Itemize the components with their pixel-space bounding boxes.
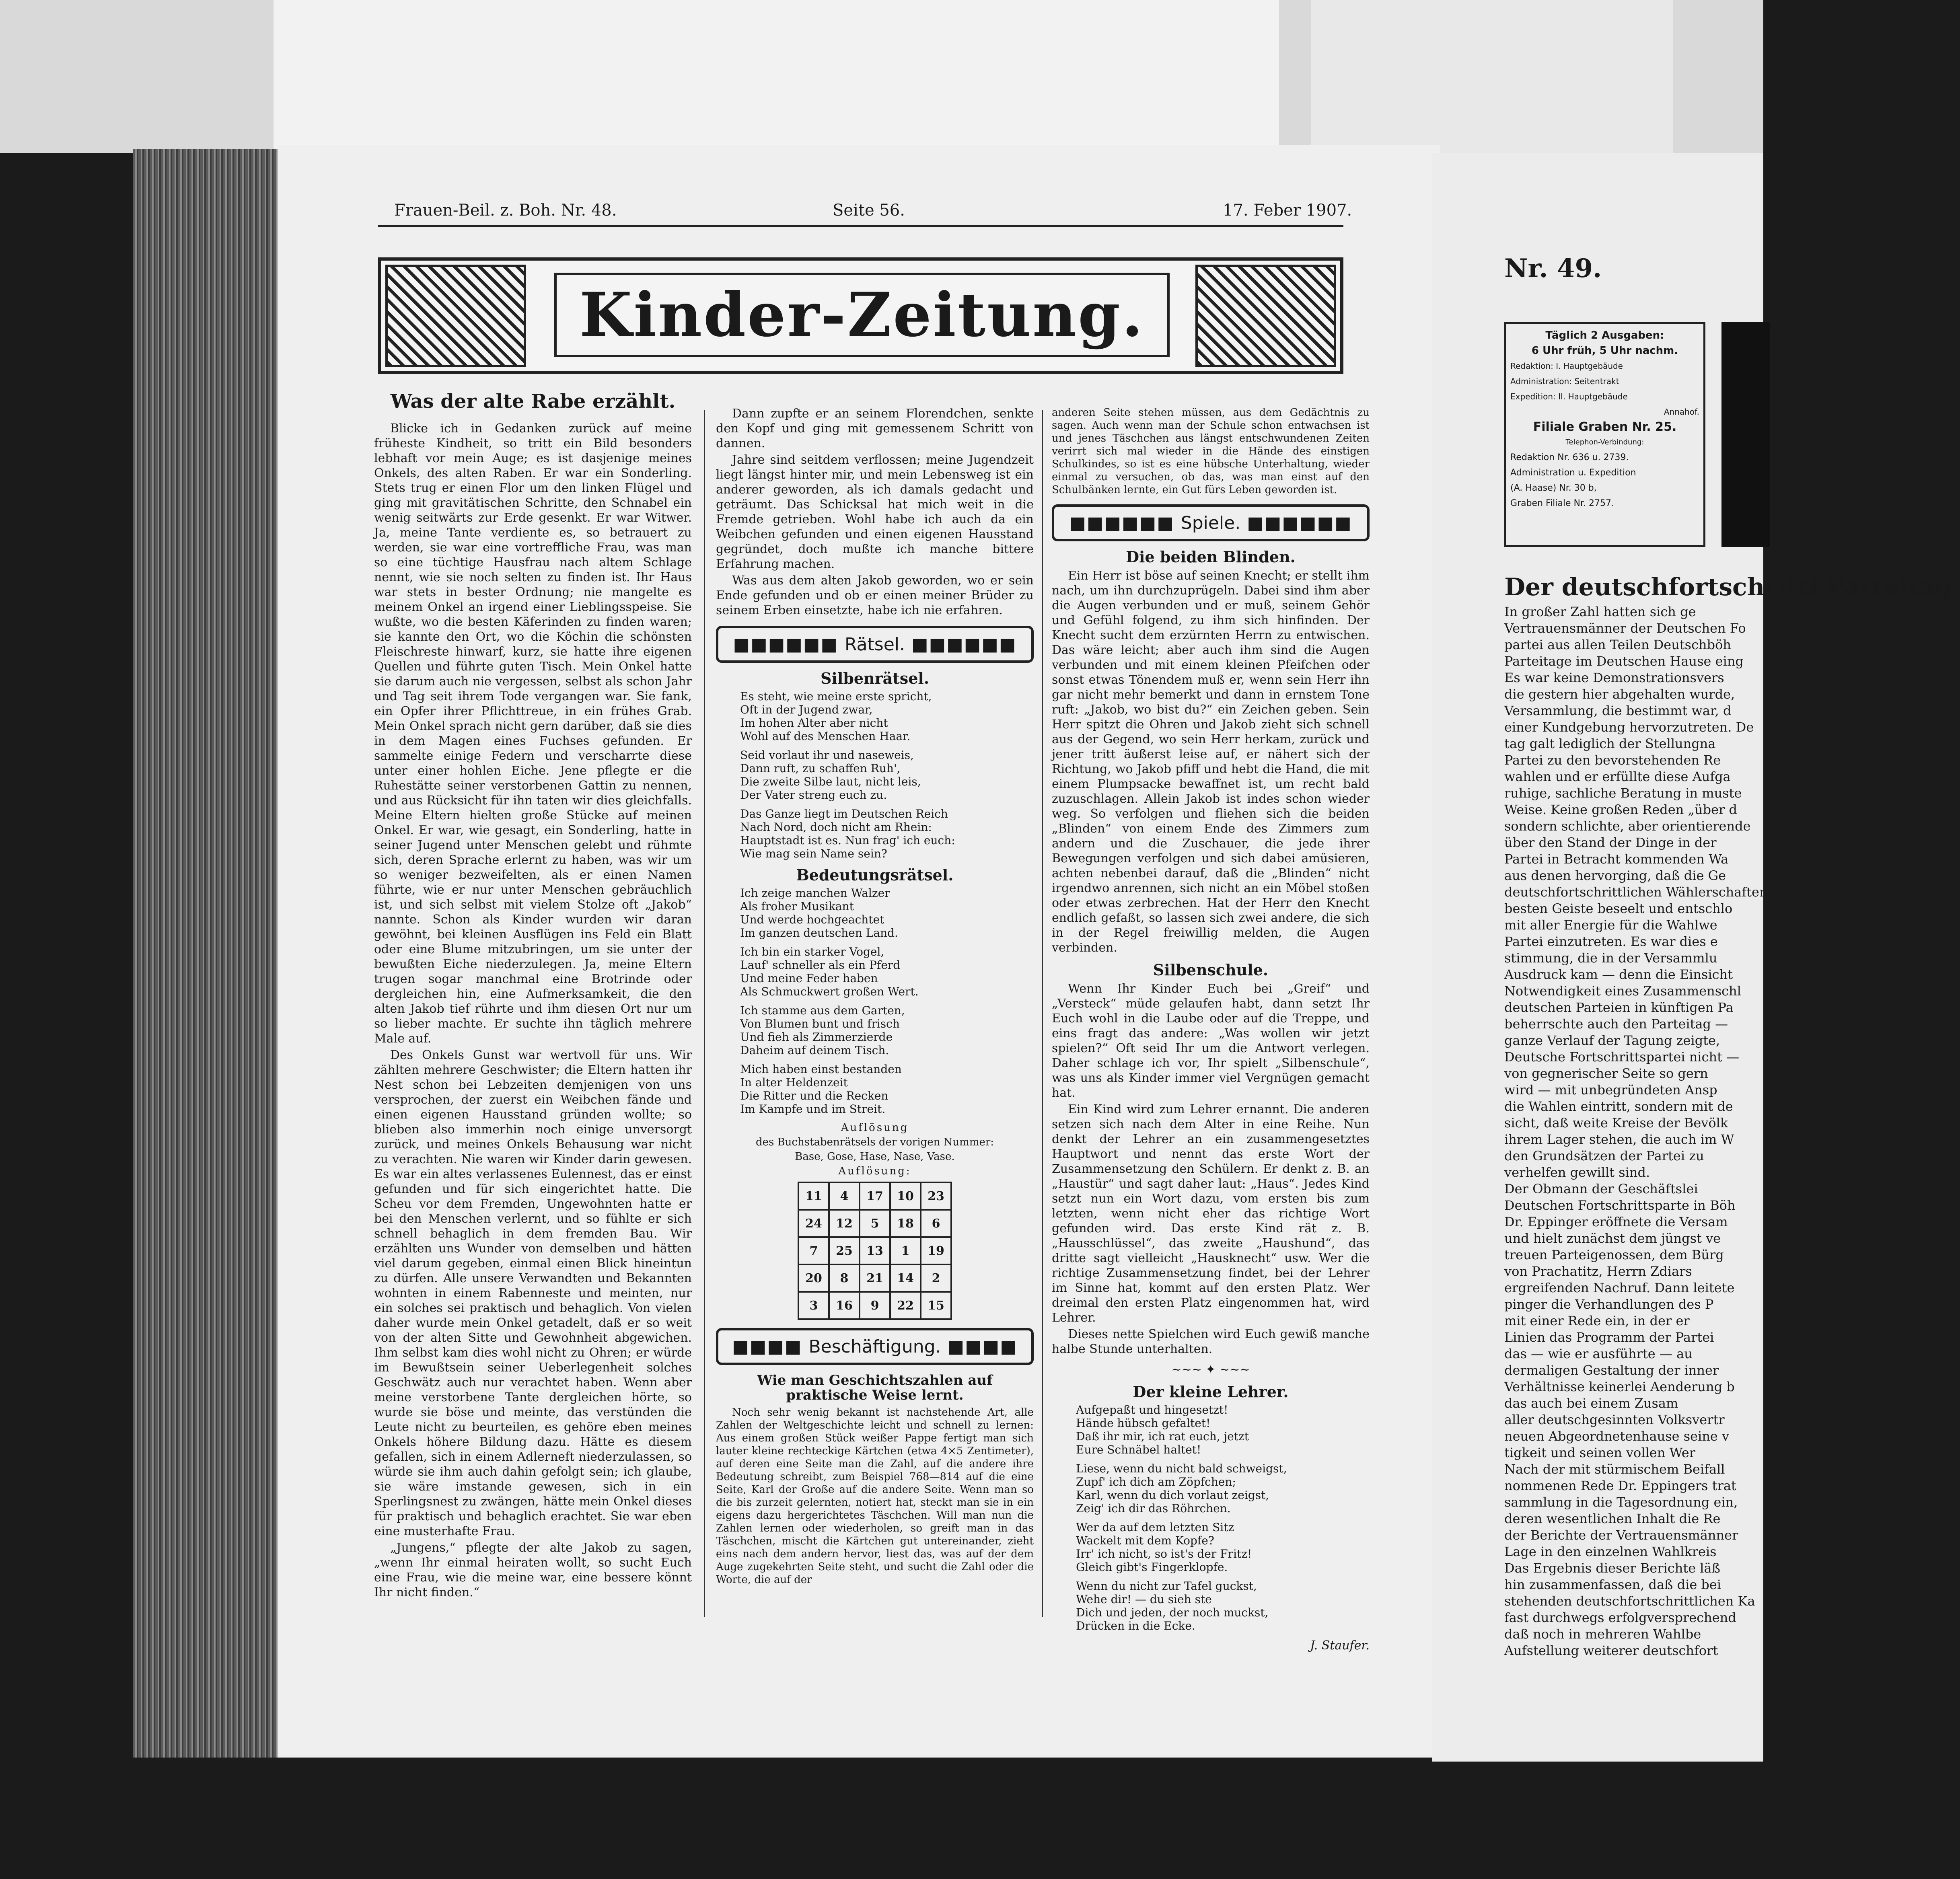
article-line: Versammlung, die bestimmt war, d [1504,703,1732,718]
article-line: der Berichte der Vertrauensmänner [1504,1527,1738,1543]
article-line: besten Geiste beseelt und entschlo [1504,901,1733,916]
article-line: tag galt lediglich der Stellungna [1504,736,1716,751]
article-line: Das Ergebnis dieser Berichte läß [1504,1560,1720,1576]
poem-author: J. Staufer. [1310,1638,1370,1653]
header-rule [378,225,1343,227]
article-line: verhelfen gewillt sind. [1504,1165,1650,1180]
article-line: sondern schlichte, aber orientierende [1504,818,1751,834]
article-line: Es war keine Demonstrationsvers [1504,670,1724,685]
column-2 [716,406,1034,1588]
article-line: partei aus allen Teilen Deutschböh [1504,637,1731,652]
magic-square-cell: 3 [798,1292,829,1319]
magic-square-cell: 14 [890,1264,921,1292]
issue-number: Nr. 49. [1504,253,1602,284]
article-line: Partei in Betracht kommenden Wa [1504,851,1729,867]
article-line: Verhältnisse keinerlei Aenderung b [1504,1379,1735,1394]
riddle-verse: Seid vorlaut ihr und naseweis, Dann ruft, zu schaffen Ruh', Die zweite Silbe laut, nicht leis, Der Vater streng euch zu. [740,748,921,802]
article-line: das auch bei einem Zusam [1504,1396,1678,1411]
magic-square-cell: 15 [921,1292,951,1319]
magic-square-cell: 4 [829,1182,860,1210]
poem-verse: Aufgepaßt und hingesetzt! Hände hübsch gefaltet! Daß ihr mir, ich rat euch, jetzt Eure Schnäbel haltet! [1076,1403,1249,1456]
running-head-left: Frauen-Beil. z. Boh. Nr. 48. [394,201,617,220]
column-divider [704,410,705,1617]
info-line: 6 Uhr früh, 5 Uhr nachm. [1531,345,1678,357]
magic-square-row [798,1210,951,1237]
riddle-verse: Ich zeige manchen Walzer Als froher Musikant Und werde hochgeachtet Im ganzen deutschen Land. [740,886,898,940]
poem-verse: Liese, wenn du nicht bald schweigst, Zupf' ich dich am Zöpfchen; Karl, wenn du dich vorlaut zeigst, Zeig' ich dir das Röhrchen. [1076,1462,1287,1515]
article-line: deutschen Parteien in künftigen Pa [1504,1000,1734,1015]
article-line: Parteitage im Deutschen Hause eing [1504,654,1744,669]
section-heading-label: Rätsel. [844,634,905,655]
masthead-title: Kinder-Zeitung. [554,273,1170,357]
magic-square-cell: 1 [890,1237,921,1264]
article-title: Wie man Geschichtszahlen auf praktische Weise lernt. [757,1372,993,1403]
article-line: hin zusammenfassen, daß die bei [1504,1577,1721,1592]
poem-title: Der kleine Lehrer. [1133,1383,1289,1401]
article-line: aus denen hervorging, daß die Ge [1504,868,1726,883]
article-line: mit aller Energie für die Wahlwe [1504,917,1717,933]
info-line: Redaktion Nr. 636 u. 2739. [1510,452,1629,463]
story-paragraph: Dann zupfte er an seinem Florendchen, senkte den Kopf und ging mit gemessenem Schritt von dannen. [716,407,1034,450]
article-line: beherrschte auch den Parteitag — [1504,1016,1728,1032]
game-title: Silbenschule. [1153,961,1269,979]
article-line: wahlen und er erfüllte diese Aufga [1504,769,1731,784]
masthead-logo-fragment [1721,322,1770,547]
riddle-verse: Ich bin ein starker Vogel, Lauf' schneller als ein Pferd Und meine Feder haben Als Schmuckwert großen Wert. [740,945,919,998]
solution-text: Base, Gose, Hase, Nase, Vase. [795,1151,955,1163]
magic-square-cell: 5 [860,1210,890,1237]
riddle-verse: Das Ganze liegt im Deutschen Reich Nach Nord, doch nicht am Rhein: Hauptstadt ist es. Nun frag' ich euch: Wie mag sein Name sein? [740,807,955,860]
heading-ornament: ■■■■■■ [911,634,1017,655]
article-line: Deutschen Fortschrittsparte in Böh [1504,1198,1736,1213]
story-paragraph: Jahre sind seitdem verflossen; meine Jugendzeit liegt längst hinter mir, und mein Lebensweg ist ein anderer geworden, als ich damals gedacht und geträumt. Das Schicksal hat mich weit in die Fremde getrieben. Wohl habe ich auch da ein Weibchen gefunden und einen eigenen Hausstand gegründet, doch mußte ich manche bittere Erfahrung machen. [716,453,1034,571]
riddle-verse: Mich haben einst bestanden In alter Heldenzeit Die Ritter und die Recken Im Kampfe und im Streit. [740,1063,902,1116]
article-line: ergreifenden Nachruf. Dann leitete [1504,1280,1735,1295]
article-line: daß noch in mehreren Wahlbe [1504,1626,1701,1642]
ornamental-divider: ~~~ ✦ ~~~ [1171,1363,1250,1377]
magic-square-row [798,1264,951,1292]
riddle-title: Bedeutungsrätsel. [796,866,954,884]
article-line: stimmung, die in der Versammlu [1504,950,1717,966]
story-paragraph: Des Onkels Gunst war wertvoll für uns. Wir zählten mehrere Geschwister; die Eltern hatten ihr Nest schon bei Lebzeiten demjenigen von uns versprochen, der zuerst ein Weibchen fände und einen eigenen Hausstand gründen wollte; so blieben also immerhin noch einige unversorgt zurück, und meines Onkels Behausung war nicht zu verachten. Nie waren wir Kinder darin gewesen. Es war ein altes verlassenes Eulennest, das er einst gefunden und für sich eingerichtet hatte. Die Scheu vor dem Fremden, Ungewohnten hatte er bei den Menschen verlernt, und so fühlte er sich schnell behaglich in dem fremden Bau. Wir erzählten uns Wunder von demselben und hätten viel darum gegeben, einmal einen Blick hineintun zu dürfen. Alle unsere Verwandten und Bekannten wohnten in einem Rabenneste und meinten, nur ein solches sei praktisch und behaglich. Von vielen daher wurde mein Onkel getadelt, daß er so weit von der alten Sitte und Gewohnheit abgewichen. Ihm selbst kam dies wohl nicht zu Ohren; er würde im Bewußtsein seiner Ueberlegenheit solches Geschwätz auch nur verachtet haben. Wenn aber meine verstorbene Tante dergleichen hörte, so wurde sie böse und meinte, das verstünden die Leute nicht zu beurteilen, es gehöre eben meines Onkels höhere Bildung dazu. Hätte es diesem gefallen, sich in einem Adlerneft niederzulassen, so würde sie ihm auch dahin gefolgt sein; ich glaube, sie wäre imstande gewesen, sich in ein Sperlingsnest zu zwängen, hätte mein Onkel dieses für praktisch und behaglich erachtet. Sie war eben eine musterhafte Frau. [374,1048,692,1538]
article-line: Dr. Eppinger eröffnete die Versam [1504,1214,1728,1229]
info-line: Administration u. Expedition [1510,468,1636,478]
magic-square-cell: 7 [798,1237,829,1264]
riddle-verse: Ich stamme aus dem Garten, Von Blumen bunt und frisch Und fieh als Zimmerzierde Daheim auf deinem Tisch. [740,1004,905,1057]
article-line: sicht, daß weite Kreise der Bevölk [1504,1115,1728,1131]
solution-heading: Auflösung [841,1122,909,1134]
article-line: Der Obmann der Geschäftslei [1504,1181,1698,1196]
heading-ornament: ■■■■■■ [1069,512,1174,533]
article-line: von gegnerischer Seite so gern [1504,1066,1708,1081]
article-line: Weise. Keine großen Reden „über d [1504,802,1738,817]
heading-ornament: ■■■■ [947,1336,1018,1357]
solution-heading: Auflösung: [838,1165,911,1177]
magic-square-cell: 18 [890,1210,921,1237]
magic-square-cell: 25 [829,1237,860,1264]
magic-square-cell: 20 [798,1264,829,1292]
article-line: Aufstellung weiterer deutschfort [1504,1643,1718,1658]
running-head-right: 17. Feber 1907. [1223,201,1352,220]
section-heading-raetsel [716,626,1034,663]
article-line: einer Kundgebung hervorzutreten. De [1504,720,1754,735]
article-line: Partei einzutreten. Es war dies e [1504,934,1718,949]
background-strip [274,0,1279,153]
magic-square-cell: 10 [890,1182,921,1210]
section-heading-beschaeftigung [716,1328,1034,1365]
article-line: Vertrauensmänner der Deutschen Fo [1504,621,1746,636]
game-paragraph: Ein Herr ist böse auf seinen Knecht; er stellt ihm nach, um ihn durchzuprügeln. Dabei sind ihm aber die Augen verbunden und er muß, seinem Gehör und Gefühl folgend, zu ihm sich hinfinden. Der Knecht sucht dem erzürnten Herrn zu entwischen. Das wäre leicht; aber auch ihm sind die Augen verbunden und mit einem kleinen Pfeifchen oder sonst etwas Tönendem muß er, wenn sein Herr ihn gar nicht mehr bemerkt und dann in ernstem Tone ruft: „Jakob, wo bist du?“ ein Zeichen geben. Sein Herr spitzt die Ohren und Jakob zieht sich schnell aus der Gegend, wo sein Herr herkam, zurück und jener tritt äußerst leise auf, er nähert sich der Richtung, wo Jakob pfiff und hebt die Hand, die mit einem Plumpsacke bewaffnet ist, um recht bald zuzuschlagen. Allein Jakob ist indes schon wieder weg. So verfolgen und fliehen sich die beiden „Blinden“ von einem Ende des Zimmers zum andern und die Zuschauer, die jede ihrer Bewegungen verfolgen und sich dabei amüsieren, achten nebenbei darauf, daß die „Blinden“ nicht irgendwo anrennen, sich nicht an ein Möbel stoßen oder etwas zerbrechen. Hat der Herr den Knecht endlich gefaßt, so lassen sich zwei andere, die sich in der Regel freiwillig melden, die Augen verbinden. [1052,569,1370,955]
magic-square-cell: 17 [860,1182,890,1210]
magic-square-cell: 12 [829,1210,860,1237]
heading-ornament: ■■■■ [732,1336,802,1357]
article-line: das — wie er ausführte — au [1504,1346,1693,1361]
info-line: Administration: Seitentrakt [1510,376,1619,386]
ornament-right [1195,265,1336,367]
publisher-info-box [1504,322,1705,547]
heading-ornament: ■■■■■■ [1247,512,1352,533]
info-line: Redaktion: I. Hauptgebäude [1510,361,1623,371]
article-line: Partei zu den bevorstehenden Re [1504,752,1721,768]
article-line: mit einer Rede ein, in der er [1504,1313,1690,1328]
background-strip [1311,0,1673,153]
article-line: Notwendigkeit eines Zusammenschl [1504,983,1741,999]
column-divider [1042,410,1043,1617]
magic-square-row [798,1182,951,1210]
article-line: ganze Verlauf der Tagung zeigte, [1504,1033,1720,1048]
magic-square-cell: 21 [860,1264,890,1292]
article-line: treuen Parteigenossen, dem Bürg [1504,1247,1724,1262]
story-paragraph: „Jungens,“ pflegte der alte Jakob zu sagen, „wenn Ihr einmal heiraten wollt, so sucht Euch eine Frau, wie die meine war, eine bessere könnt Ihr nicht finden.“ [374,1541,692,1599]
running-head-center: Seite 56. [833,201,905,220]
article-line: wird — mit unbegründeten Ansp [1504,1082,1717,1098]
article-paragraph: Noch sehr wenig bekannt ist nachstehende Art, alle Zahlen der Weltgeschichte leicht und schnell zu lernen: Aus einem großen Stück weißer Pappe fertigt man sich lauter kleine rechteckige Kärtchen (etwa 4×5 Zentimeter), auf deren eine Seite man die Zahl, auf die andere ihre Bedeutung schreibt, zum Beispiel 768—814 auf die eine Seite, Karl der Große auf die andere Seite. Wenn man so die bis zurzeit gelernten, notiert hat, steckt man sie in ein eigens dazu hergerichtetes Täschchen. Will man nun die Zahlen lernen oder wiederholen, so greift man in das Täschchen, mischt die Kärtchen gut untereinander, zieht eins nach dem andern hervor, liest das, was auf der dem Auge zugekehrten Seite steht, und sucht die Zahl oder die Worte, die auf der [716,1406,1034,1586]
magic-square-row [798,1292,951,1319]
article-line: Deutsche Fortschrittspartei nicht — [1504,1049,1740,1065]
story-paragraph: Blicke ich in Gedanken zurück auf meine früheste Kindheit, so tritt ein Bild besonders lebhaft vor mein Auge; es ist dasjenige meines Onkels, des alten Raben. Er war ein Sonderling. Stets trug er einen Flor um den linken Flügel und ging mit gravitätischen Schritte, den Schnabel ein wenig seitwärts zur Erde gesenkt. Er war Witwer. Ja, meine Tante verdiente es, so betrauert zu werden, sie war eine vortreffliche Frau, was man so eine tüchtige Hausfrau nach altem Schlage nennt, wie sie noch selten zu finden ist. Ihr Haus war stets in bester Ordnung; nie mangelte es meinem Onkel an irgend einer Lieblingsspeise. Sie wußte, wo die besten Käferinden zu finden waren; sie kannte den Ort, wo die Köchin die schönsten Fleischreste hinwarf, kurz, sie hatte ihre eigenen Quellen und führte guten Tisch. Mein Onkel hatte sie darum auch nie vergessen, selbst als schon Jahr und Tag seit ihrem Tode vergangen war. Sie fank, ein Opfer ihrer Pflichttreue, in ein frühes Grab. Mein Onkel sprach nicht gern darüber, daß sie dies in dem Magen eines Fuchses gefunden. Er sammelte einige Federn und verscharrte diese unter einer hohlen Eiche. Jene pflegte er die Ruhestätte seiner verstorbenen Gattin zu nennen, und aus Rücksicht für ihn taten wir dies gleichfalls. Meine Eltern hielten große Stücke auf meinen Onkel. Er war, wie gesagt, ein Sonderling, hatte in seiner Jugend unter Menschen gelebt und rühmte sich, deren Sprache erlernt zu haben, was wir um so weniger bezweifelten, als er einen Namen führte, wie er nur unter Menschen gebräuchlich ist, und sich selbst mit vielem Stolze oft „Jakob“ nannte. Schon als Kinder wurden wir daran gewöhnt, bei kleinen Ausflügen ins Feld ein Blatt oder eine Blume mitzubringen, um sie unter der bewußten Eiche niederzulegen. Ja, meine Eltern trugen sogar manchmal eine Brotrinde oder dergleichen hin, eine Aufmerksamkeit, die den alten Jakob tief rührte und ihm diesen Ort nur um so lieber machte. Er suchte ihn täglich mehrere Male auf. [374,421,692,1046]
magic-square-cell: 9 [860,1292,890,1319]
magic-square-cell: 23 [921,1182,951,1210]
article-line: dermaligen Gestaltung der inner [1504,1363,1719,1378]
article-line: aller deutschgesinnten Volksvertr [1504,1412,1725,1427]
article-line: von Prachatitz, Herrn Zdiars [1504,1264,1692,1279]
article-line: nommenen Rede Dr. Eppingers trat [1504,1478,1736,1493]
magic-square-cell: 13 [860,1237,890,1264]
article-line: tigkeit und seinen vollen Wer [1504,1445,1696,1460]
magic-square-cell: 11 [798,1182,829,1210]
info-line: Annahof. [1664,407,1699,417]
article-line: den Grundsätzen der Partei zu [1504,1148,1704,1164]
game-paragraph: Ein Kind wird zum Lehrer ernannt. Die anderen setzen sich nach dem Alter in eine Reihe. Nun denkt der Lehrer an ein zusammengesetztes Hauptwort und nennt das erste Wort der Zusammensetzung den Schülern. Er denkt z. B. an „Haustür“ und sagt daher laut: „Haus“. Jedes Kind setzt nun ein Wort dazu, vom ersten bis zum letzten, wenn nicht eher das richtige Wort gefunden wird. Das erste Kind rät z. B. „Hausschlüssel“, das zweite „Haushund“, das dritte sagt vielleicht „Hausknecht“ usw. Wer die richtige Zusammensetzung findet, bei der Lehrer im Sinne hat, kommt auf den ersten Platz. Wer dreimal den ersten Platz eingenommen hat, wird Lehrer. [1052,1102,1370,1325]
article-headline: Der deutschfortschrittl Parteitag. [1504,573,1960,601]
article-line: über den Stand der Dinge in der [1504,835,1717,850]
poem-verse: Wer da auf dem letzten Sitz Wackelt mit dem Kopfe? Irr' ich nicht, so ist's der Fritz! Gleich gibt's Fingerklopfe. [1076,1521,1252,1574]
story-title: Was der alte Rabe erzählt. [390,390,676,413]
book-page-edges [133,149,278,1758]
ornament-left [385,265,526,367]
article-lines [1504,604,1768,1659]
magic-square-cell: 19 [921,1237,951,1264]
newspaper-page [278,145,1440,1758]
column-3 [1052,406,1370,1655]
article-line: sammlung in die Tagesordnung ein, [1504,1495,1738,1510]
article-line: deren wesentlichen Inhalt die Re [1504,1511,1721,1526]
adjacent-column [1504,573,1960,1659]
game-paragraph: Wenn Ihr Kinder Euch bei „Greif“ und „Versteck“ müde gelaufen habt, dann setzt Ihr Euch wohl in die Laube oder auf die Treppe, und eins fragt das andere: „Was wollen wir jetzt spielen?“ Oft seid Ihr um die Antwort verlegen. Daher schlage ich vor, Ihr spielt „Silbenschule“, was uns als Kinder immer viel Vergnügen gemacht hat. [1052,982,1370,1100]
game-paragraph: Dieses nette Spielchen wird Euch gewiß manche halbe Stunde unterhalten. [1052,1327,1370,1356]
magic-square-row [798,1237,951,1264]
article-line: ihrem Lager stehen, die auch im W [1504,1132,1734,1147]
riddle-title: Silbenrätsel. [820,669,930,687]
magic-square-cell: 22 [890,1292,921,1319]
info-line: Graben Filiale Nr. 2757. [1510,498,1614,508]
article-line: ruhige, sachliche Beratung in muste [1504,785,1742,801]
article-line: neuen Abgeordnetenhause seine v [1504,1429,1730,1444]
magic-square-cell: 6 [921,1210,951,1237]
article-line: stehenden deutschfortschrittlichen Ka [1504,1593,1755,1609]
article-line: die Wahlen eintritt, sondern mit de [1504,1099,1733,1114]
magic-square [798,1182,952,1320]
article-line: und hielt zunächst dem jüngst ve [1504,1231,1721,1246]
solution-text: des Buchstabenrätsels der vorigen Nummer: [755,1136,994,1148]
magic-square-cell: 8 [829,1264,860,1292]
story-paragraph: Was aus dem alten Jakob geworden, wo er sein Ende gefunden und ob er einen meiner Brüder zu seinem Erben einsetzte, habe ich nie erfahren. [716,574,1034,617]
masthead-banner [378,257,1343,374]
column-1 [374,390,692,1601]
game-title: Die beiden Blinden. [1126,548,1296,566]
section-heading-label: Spiele. [1181,512,1241,533]
adjacent-page [1432,153,1960,1762]
riddle-verse: Es steht, wie meine erste spricht, Oft in der Jugend zwar, Im hohen Alter aber nicht Wohl auf des Menschen Haar. [740,690,932,743]
article-paragraph: anderen Seite stehen müssen, aus dem Gedächtnis zu sagen. Auch wenn man der Schule schon entwachsen ist und jenes Täschchen aus längst entschwundenen Zeiten verirrt sich mal wieder in die Hände des einstigen Schulkindes, so ist es eine hübsche Unterhaltung, wieder einmal zu versuchen, ob das, was man einst auf den Schulbänken lernte, ein Gut fürs Leben geworden ist. [1052,407,1370,496]
heading-ornament: ■■■■■■ [733,634,838,655]
article-line: Nach der mit stürmischem Beifall [1504,1462,1725,1477]
info-line: (A. Haase) Nr. 30 b, [1510,483,1597,493]
article-line: Lage in den einzelnen Wahlkreis [1504,1544,1717,1559]
info-line: Expedition: II. Hauptgebäude [1510,392,1628,401]
magic-square-cell: 2 [921,1264,951,1292]
info-line: Filiale Graben Nr. 25. [1533,420,1677,434]
info-line: Telephon-Verbindung: [1565,438,1644,446]
section-heading-spiele [1052,504,1370,541]
article-line: pinger die Verhandlungen des P [1504,1297,1714,1312]
article-line: die gestern hier abgehalten wurde, [1504,687,1735,702]
magic-square-cell: 16 [829,1292,860,1319]
info-line: Täglich 2 Ausgaben: [1545,329,1664,341]
article-line: In großer Zahl hatten sich ge [1504,604,1696,619]
article-line: deutschfortschrittlichen Wählerschaften [1504,884,1768,900]
section-heading-label: Beschäftigung. [808,1336,941,1357]
article-line: fast durchwegs erfolgversprechend [1504,1610,1736,1625]
magic-square-cell: 24 [798,1210,829,1237]
article-line: Ausdruck kam — denn die Einsicht [1504,967,1733,982]
poem-verse: Wenn du nicht zur Tafel guckst, Wehe dir! — du sieh ste Dich und jeden, der noch muckst, Drücken in die Ecke. [1076,1579,1269,1632]
article-line: Linien das Programm der Partei [1504,1330,1714,1345]
